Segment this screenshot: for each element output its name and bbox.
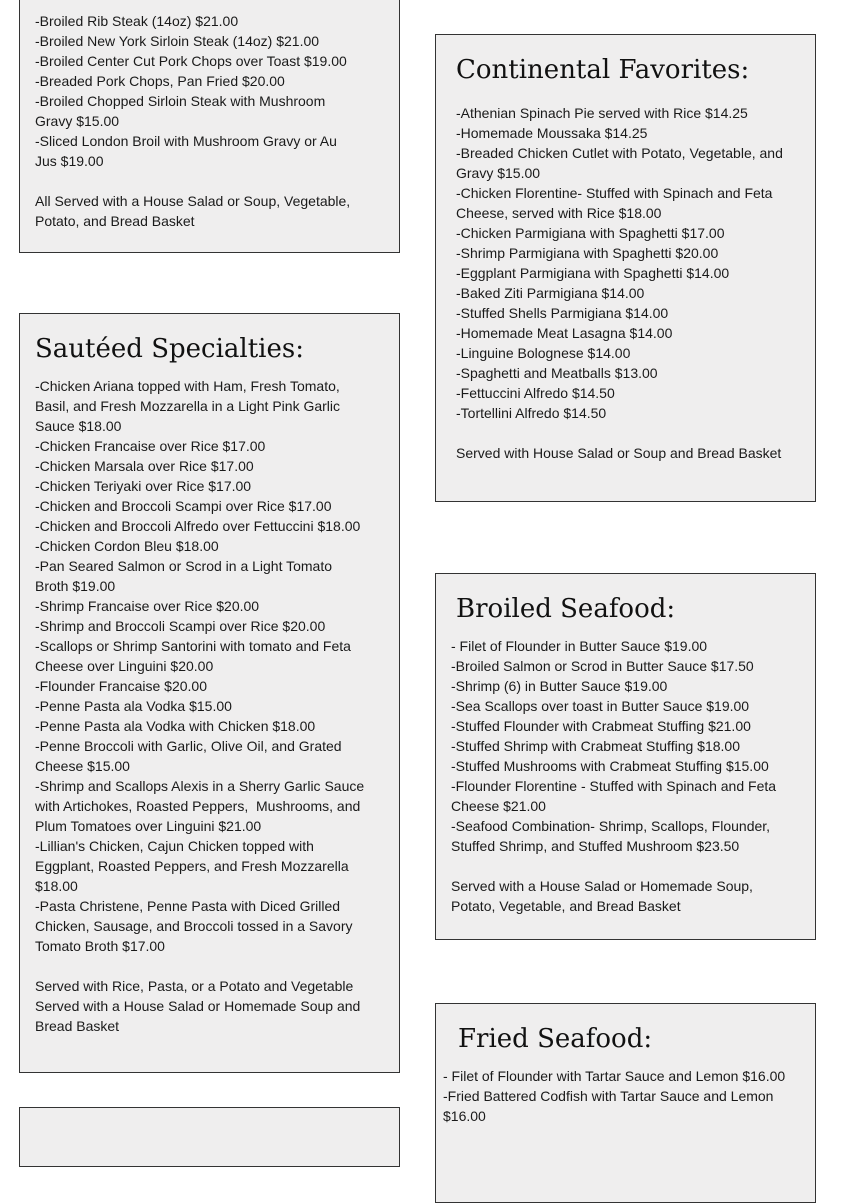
partial-section-box: [19, 1107, 400, 1167]
menu-item: -Shrimp Parmigiana with Spaghetti $20.00: [456, 245, 719, 261]
footer-line: Served with House Salad or Soup and Bread Basket: [456, 445, 782, 461]
menu-item: -Pan Seared Salmon or Scrod in a Light Tomato: [35, 558, 333, 574]
menu-item-list: [35, 11, 384, 171]
menu-item: -Chicken and Broccoli Alfredo over Fettuccini $18.00: [35, 518, 361, 534]
menu-item: -Broiled New York Sirloin Steak (14oz) $21.00: [35, 33, 320, 49]
menu-item: -Shrimp and Scallops Alexis in a Sherry Garlic Sauce: [35, 778, 365, 794]
footer-line: Bread Basket: [35, 1018, 120, 1034]
menu-item: -Baked Ziti Parmigiana $14.00: [456, 285, 645, 301]
menu-item: -Flounder Francaise $20.00: [35, 678, 207, 694]
menu-item: -Fried Battered Codfish with Tartar Sauce and Lemon: [443, 1088, 774, 1104]
menu-item: -Stuffed Mushrooms with Crabmeat Stuffing $15.00: [451, 758, 769, 774]
menu-item: Plum Tomatoes over Linguini $21.00: [35, 818, 262, 834]
menu-item: -Penne Pasta ala Vodka with Chicken $18.00: [35, 718, 316, 734]
menu-item: Sauce $18.00: [35, 418, 122, 434]
menu-item: - Filet of Flounder in Butter Sauce $19.00: [451, 638, 708, 654]
menu-item: -Fettuccini Alfredo $14.50: [456, 385, 615, 401]
menu-item: -Chicken and Broccoli Scampi over Rice $17.00: [35, 498, 332, 514]
menu-item: Gravy $15.00: [456, 165, 541, 181]
menu-item: - Filet of Flounder with Tartar Sauce and Lemon $16.00: [443, 1068, 786, 1084]
menu-item: -Shrimp (6) in Butter Sauce $19.00: [451, 678, 668, 694]
menu-item: $18.00: [35, 878, 78, 894]
menu-item: Broth $19.00: [35, 578, 116, 594]
menu-item: -Penne Pasta ala Vodka $15.00: [35, 698, 232, 714]
menu-item: -Shrimp and Broccoli Scampi over Rice $20.00: [35, 618, 326, 634]
footer-line: Served with a House Salad or Homemade Soup,: [451, 878, 753, 894]
menu-item: -Penne Broccoli with Garlic, Olive Oil, and Grated: [35, 738, 342, 754]
menu-item: -Stuffed Shrimp with Crabmeat Stuffing $18.00: [451, 738, 740, 754]
section-footer-note: [456, 443, 805, 463]
footer-line: Potato, Vegetable, and Bread Basket: [451, 898, 681, 914]
menu-item: -Lillian's Chicken, Cajun Chicken topped with: [35, 838, 314, 854]
menu-item: -Homemade Moussaka $14.25: [456, 125, 648, 141]
menu-item: Tomato Broth $17.00: [35, 938, 165, 954]
section-footer-note: [451, 876, 805, 916]
menu-item: -Chicken Marsala over Rice $17.00: [35, 458, 254, 474]
menu-item: -Flounder Florentine - Stuffed with Spinach and Feta: [451, 778, 777, 794]
section-title: Broiled Seafood:: [456, 594, 676, 624]
menu-item: -Shrimp Francaise over Rice $20.00: [35, 598, 260, 614]
menu-item: -Chicken Florentine- Stuffed with Spinach and Feta: [456, 185, 773, 201]
broiled-seafood-section: [435, 573, 816, 940]
menu-item: -Stuffed Flounder with Crabmeat Stuffing $21.00: [451, 718, 751, 734]
menu-item: -Homemade Meat Lasagna $14.00: [456, 325, 673, 341]
menu-item: -Broiled Rib Steak (14oz) $21.00: [35, 13, 239, 29]
menu-item: -Eggplant Parmigiana with Spaghetti $14.00: [456, 265, 730, 281]
menu-item: $16.00: [443, 1108, 486, 1124]
menu-item: -Seafood Combination- Shrimp, Scallops, Flounder,: [451, 818, 771, 834]
menu-item: -Chicken Parmigiana with Spaghetti $17.00: [456, 225, 725, 241]
menu-item: -Chicken Francaise over Rice $17.00: [35, 438, 266, 454]
footer-line: Served with Rice, Pasta, or a Potato and Vegetable: [35, 978, 354, 994]
footer-line: Potato, and Bread Basket: [35, 213, 195, 229]
menu-item: Cheese $15.00: [35, 758, 130, 774]
continental-favorites-section: [435, 34, 816, 502]
section-footer-note: [35, 191, 384, 231]
menu-item: Jus $19.00: [35, 153, 104, 169]
menu-item: Cheese over Linguini $20.00: [35, 658, 214, 674]
menu-item: Cheese, served with Rice $18.00: [456, 205, 662, 221]
menu-item: Chicken, Sausage, and Broccoli tossed in a Savory: [35, 918, 353, 934]
section-title: Continental Favorites:: [456, 55, 750, 85]
sauteed-specialties-section: [19, 313, 400, 1073]
broiled-meats-section: [19, 0, 400, 253]
menu-item-list: [35, 376, 384, 956]
menu-item-list: [456, 103, 805, 423]
menu-item-list: [443, 1066, 805, 1126]
menu-item: Gravy $15.00: [35, 113, 120, 129]
footer-line: Served with a House Salad or Homemade Soup and: [35, 998, 361, 1014]
menu-item-list: [451, 636, 805, 856]
section-title: Fried Seafood:: [458, 1024, 653, 1054]
footer-line: All Served with a House Salad or Soup, Vegetable,: [35, 193, 351, 209]
menu-item: -Spaghetti and Meatballs $13.00: [456, 365, 658, 381]
menu-item: Stuffed Shrimp, and Stuffed Mushroom $23.50: [451, 838, 740, 854]
menu-item: -Chicken Cordon Bleu $18.00: [35, 538, 219, 554]
menu-item: -Broiled Chopped Sirloin Steak with Mushroom: [35, 93, 326, 109]
menu-item: -Pasta Christene, Penne Pasta with Diced Grilled: [35, 898, 341, 914]
menu-item: -Breaded Pork Chops, Pan Fried $20.00: [35, 73, 285, 89]
section-footer-note: [35, 976, 384, 1036]
menu-item: Cheese $21.00: [451, 798, 546, 814]
menu-item: -Scallops or Shrimp Santorini with tomato and Feta: [35, 638, 351, 654]
menu-item: -Chicken Teriyaki over Rice $17.00: [35, 478, 252, 494]
menu-item: -Sea Scallops over toast in Butter Sauce $19.00: [451, 698, 750, 714]
menu-item: -Broiled Salmon or Scrod in Butter Sauce $17.50: [451, 658, 754, 674]
menu-item: Eggplant, Roasted Peppers, and Fresh Mozzarella: [35, 858, 349, 874]
menu-item: -Sliced London Broil with Mushroom Gravy or Au: [35, 133, 337, 149]
menu-item: -Stuffed Shells Parmigiana $14.00: [456, 305, 669, 321]
menu-item: Basil, and Fresh Mozzarella in a Light Pink Garlic: [35, 398, 341, 414]
menu-item: with Artichokes, Roasted Peppers, Mushrooms, and: [35, 798, 361, 814]
menu-item: -Broiled Center Cut Pork Chops over Toast $19.00: [35, 53, 347, 69]
section-title: Sautéed Specialties:: [35, 334, 304, 364]
menu-item: -Breaded Chicken Cutlet with Potato, Vegetable, and: [456, 145, 783, 161]
menu-item: -Athenian Spinach Pie served with Rice $14.25: [456, 105, 748, 121]
fried-seafood-section: [435, 1003, 816, 1203]
menu-item: -Tortellini Alfredo $14.50: [456, 405, 607, 421]
menu-item: -Linguine Bolognese $14.00: [456, 345, 631, 361]
menu-item: -Chicken Ariana topped with Ham, Fresh Tomato,: [35, 378, 340, 394]
